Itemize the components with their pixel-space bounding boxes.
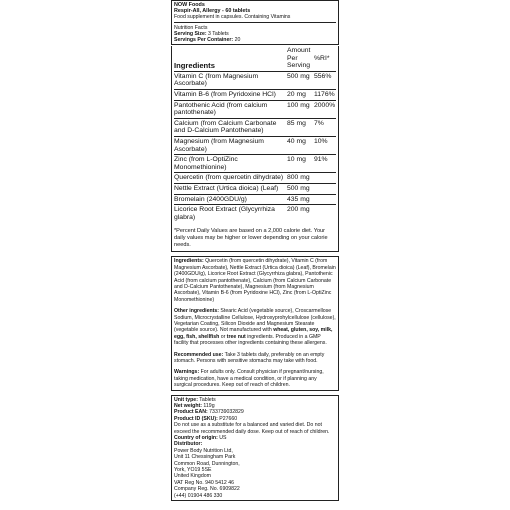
row-ri: [314, 205, 336, 223]
row-ri: 556%: [314, 71, 336, 89]
net-weight-value: 119g: [203, 403, 215, 409]
row-name: Zinc (from L-OptiZinc Monomethionine): [174, 155, 287, 173]
ingredients-section: [171, 256, 339, 390]
table-row: [174, 136, 336, 154]
nutrition-table-block: [171, 46, 339, 252]
row-name: Calcium (from Calcium Carbonate and D-Calcium Pantothenate): [174, 118, 287, 136]
table-row: [174, 155, 336, 173]
row-amount: 500 mg: [287, 71, 314, 89]
allergen-list: wheat, gluten, soy, milk, egg, fish, shellfish: [174, 327, 333, 340]
row-ri: 7%: [314, 118, 336, 136]
distributor-line: Power Body Nutrition Ltd,: [174, 447, 233, 454]
other-ingredients-paragraph: [174, 308, 336, 346]
table-row: [174, 173, 336, 184]
servings-per-container: [174, 37, 336, 43]
product-description: Food supplement in capsules. Containing Vitamins: [174, 14, 291, 20]
row-name: Nettle Extract (Urtica dioica) (Leaf): [174, 183, 287, 194]
ingredients-text: Quercetin (from quercetin dihydrate), Vitamin C (from Magnesium Ascorbate), Nettle Extract (Urtica dioica) (Leaf), Bromelain (2400GDU/g), Licorice Root Extract (Glycyrrhiza glabra), Pantothenic Acid (from calcium pantothenate), Calcium (from Calcium Carbonate and D-Calcium Pantothenate), Magnesium (from Magnesium Ascorbate), Vitamin B-6 (from Pyridoxine HCl), Zinc (from L-OptiZinc Monomethionine): [174, 258, 336, 303]
ri-footnote: *Percent Daily Values are based on a 2,000 calorie diet. Your daily values may be higher or lower depending on your calorie needs.: [174, 228, 328, 249]
row-ri: 2000%: [314, 100, 336, 118]
disclaimer: Do not use as a substitute for a balanced and varied diet. Do not exceed the recommended daily dose. Keep out of reach of children.: [174, 422, 330, 435]
warnings-text: For adults only. Consult physician if pregnant/nursing, taking medication, have a medical condition, or if planning any surgical procedures. Keep out of reach of children.: [174, 369, 324, 389]
other-ingredients-tail: ingredients. Produced in a GMP facility that processes other ingredients containing these allergens.: [174, 333, 327, 347]
row-amount: 435 mg: [287, 194, 314, 205]
row-ri: [314, 194, 336, 205]
origin-label: Country of origin:: [174, 435, 218, 442]
row-name: Pantothenic Acid (from calcium pantothenate): [174, 100, 287, 118]
allergen-tree-nut: tree nut: [226, 333, 246, 340]
row-amount: 500 mg: [287, 183, 314, 194]
distributor-label: Distributor:: [174, 441, 203, 448]
col-amount: Amount Per Serving: [287, 47, 311, 70]
other-ingredients-text: Stearic Acid (vegetable source), Croscarmellose Sodium, Microcrystalline Cellulose, Hydroxyprohylcellulose (cellulose), Vegetarian Coating, Silicon Dioxide and Magnesium Stearate (vegetable source). Not manufactured with: [174, 308, 336, 334]
col-ingredients: Ingredients: [174, 61, 215, 71]
recommended-use-text: Take 3 tablets daily, preferably on an empty stomach. Persons with sensitive stomachs may take with food.: [174, 351, 325, 364]
brand-name: NOW Foods: [174, 2, 205, 8]
row-amount: 85 mg: [287, 118, 314, 136]
ingredients-paragraph: [174, 258, 336, 303]
table-row: [174, 194, 336, 205]
other-ingredients-label: Other ingredients:: [174, 308, 219, 315]
serving-size-label: Serving Size:: [174, 31, 207, 37]
row-ri: 1176%: [314, 89, 336, 100]
row-name: Licorice Root Extract (Glycyrrhiza glabra): [174, 205, 287, 223]
nutrition-table: [174, 46, 336, 222]
row-amount: 40 mg: [287, 136, 314, 154]
row-ri: 10%: [314, 136, 336, 154]
servings-value: 20: [234, 37, 241, 43]
distributor-line: (+44) 01904 486 330: [174, 492, 223, 499]
row-name: Bromelain (2400GDU/g): [174, 194, 287, 205]
ean-value: 733739032829: [209, 409, 244, 416]
warnings-label: Warnings:: [174, 369, 200, 376]
product-label-page: [171, 0, 339, 502]
row-amount: 800 mg: [287, 173, 314, 184]
unit-type-value: Tablets: [199, 396, 216, 403]
net-weight-label: Net weight:: [174, 403, 202, 409]
row-ri: 91%: [314, 155, 336, 173]
product-header: [171, 0, 339, 45]
distributor-line: Unit 11 Chessingham Park: [174, 454, 236, 461]
row-amount: 200 mg: [287, 205, 314, 223]
distributor-line: Common Road, Dunnington,: [174, 460, 240, 467]
row-amount: 20 mg: [287, 89, 314, 100]
recommended-use-label: Recommended use:: [174, 351, 224, 358]
row-ri: [314, 183, 336, 194]
distributor-line: York, YO19 5SE: [174, 467, 212, 474]
distributor-line: Company Reg. No. 6909822: [174, 486, 240, 493]
servings-label: Servings Per Container:: [174, 37, 234, 43]
row-amount: 10 mg: [287, 155, 314, 173]
distributor-line: VAT Reg No. 940 5412 46: [174, 479, 234, 486]
row-name: Quercetin (from quercetin dihydrate): [174, 173, 287, 184]
product-details-section: [171, 395, 339, 502]
unit-type-label: Unit type:: [174, 396, 198, 403]
table-row: [174, 100, 336, 118]
sku-label: Product ID (SKU):: [174, 415, 218, 422]
table-row: [174, 183, 336, 194]
allergen-connector: or: [219, 333, 227, 340]
nutrition-facts-block: [174, 22, 336, 43]
row-name: Vitamin C (from Magnesium Ascorbate): [174, 71, 287, 89]
ingredients-label: Ingredients:: [174, 258, 204, 265]
origin-value: US: [219, 435, 227, 442]
serving-size-value: 3 Tablets: [208, 31, 229, 37]
distributor-line: United Kingdom: [174, 473, 211, 480]
row-name: Magnesium (from Magnesium Ascorbate): [174, 136, 287, 154]
row-amount: 100 mg: [287, 100, 314, 118]
table-row: [174, 71, 336, 89]
ean-label: Product EAN:: [174, 409, 208, 416]
table-row: [174, 118, 336, 136]
nutrition-facts-title: Nutrition Facts: [174, 25, 208, 31]
recommended-use-paragraph: [174, 352, 336, 365]
row-name: Vitamin B-6 (from Pyridoxine HCl): [174, 89, 287, 100]
table-row: [174, 205, 336, 223]
table-row: [174, 89, 336, 100]
product-name: Respir-All, Allergy - 60 tablets: [174, 8, 251, 14]
warnings-paragraph: [174, 369, 336, 388]
col-ri: %RI*: [314, 54, 330, 62]
sku-value: P27660: [219, 415, 238, 422]
row-ri: [314, 173, 336, 184]
